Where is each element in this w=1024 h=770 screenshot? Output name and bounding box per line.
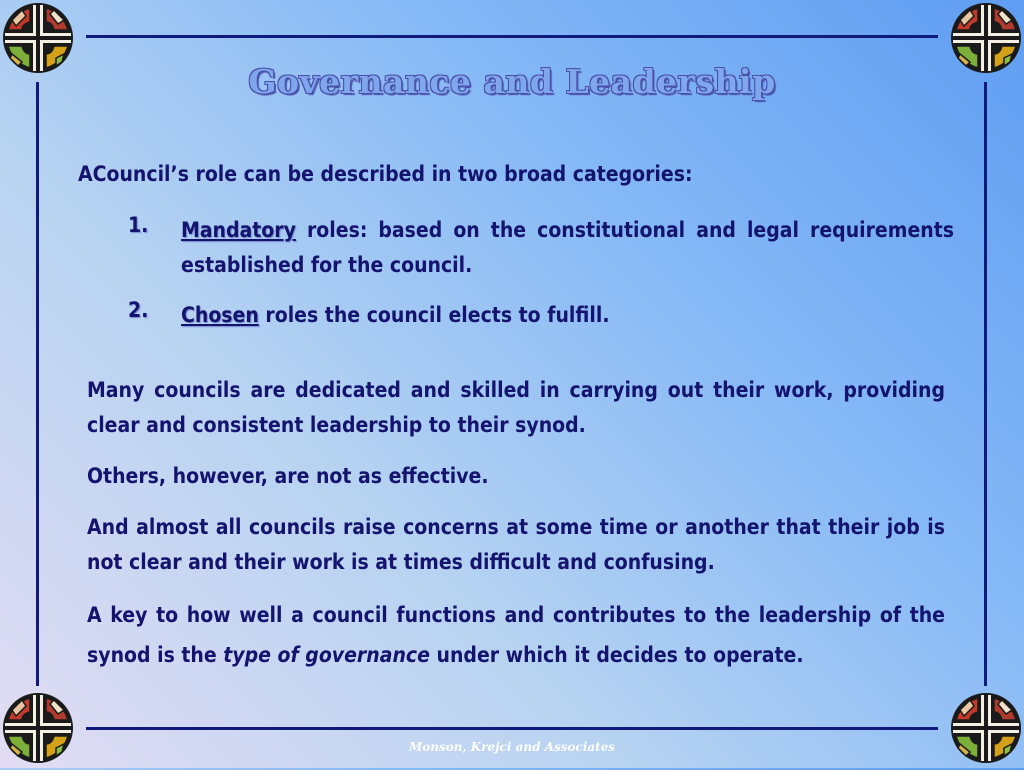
list-number: 2.: [128, 298, 149, 322]
keyword-chosen: Chosen: [181, 303, 259, 327]
slide-title: Governance and Leadership: [248, 62, 776, 101]
intro-text: ACouncil’s role can be described in two broad categories:: [78, 162, 693, 186]
frame-bottom-line: [86, 727, 938, 730]
paragraph-dedicated-councils: Many councils are dedicated and skilled in carrying out their work, providing clear and consistent leadership to their synod.: [87, 378, 945, 437]
list-number: 1.: [128, 213, 149, 237]
list-item-mandatory: [128, 213, 954, 283]
paragraph-governance-key: [87, 595, 945, 675]
list-item-rest: roles the council elects to fulfill.: [258, 303, 610, 327]
corner-cross-emblem-bottom-left: [0, 690, 76, 766]
corner-cross-emblem-bottom-right: [948, 690, 1024, 766]
frame-right-line: [984, 82, 987, 686]
paragraph-not-effective: Others, however, are not as effective.: [87, 464, 489, 488]
frame-top-line: [86, 35, 938, 38]
paragraph-text-start: A key to how well a council functions and contributes to the leadership of the synod is the: [87, 603, 945, 667]
frame-left-line: [36, 82, 39, 686]
list-item-chosen: [128, 298, 954, 333]
keyword-mandatory: Mandatory: [181, 218, 296, 242]
list-item-text: [181, 213, 954, 283]
list-item-text: [181, 298, 954, 333]
emphasis-type-of-governance: type of governance: [223, 643, 430, 667]
paragraph-text-end: under which it decides to operate.: [429, 643, 804, 667]
footer-credit: Monson, Krejci and Associates: [408, 740, 616, 754]
list-item-rest: roles: based on the constitutional and legal requirements established for the council.: [181, 218, 954, 277]
paragraph-concerns: And almost all councils raise concerns at some time or another that their job is not clear and their work is at times difficult and confusing.: [87, 515, 945, 574]
